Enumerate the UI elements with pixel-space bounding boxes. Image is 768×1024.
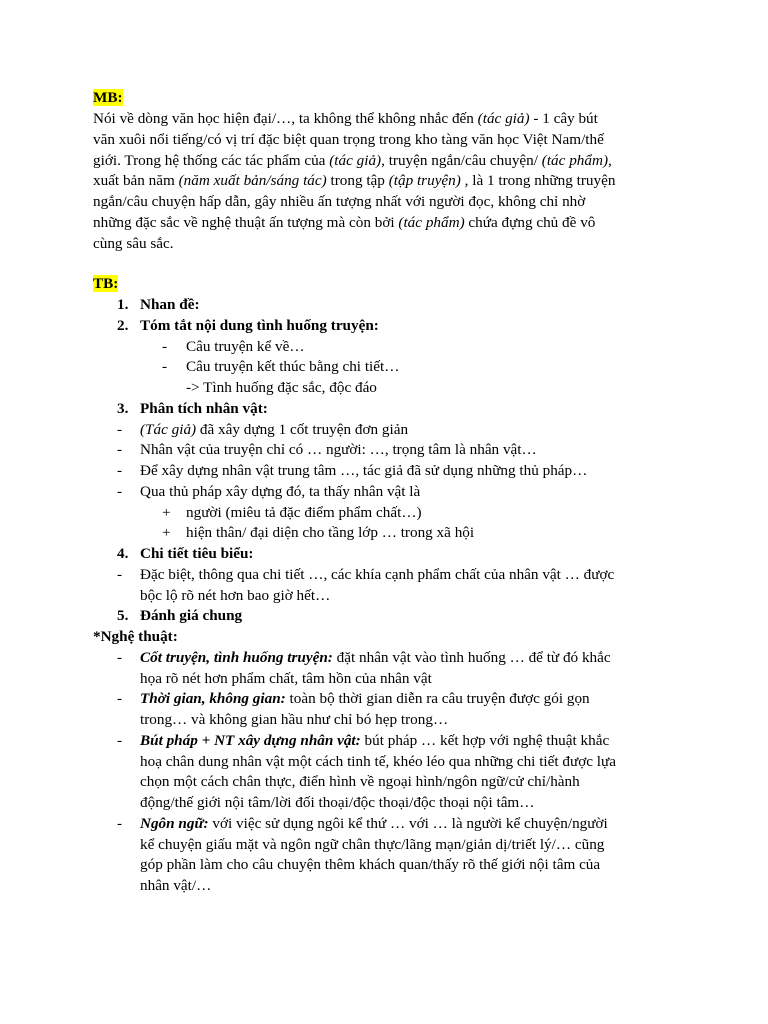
text-run: Nhan đề: — [140, 296, 200, 313]
list-marker: - — [117, 731, 123, 749]
text-run: người (miêu tả đặc điểm phẩm chất…) — [186, 503, 422, 521]
text-run: Bút pháp + NT xây dựng nhân vật: — [140, 731, 361, 749]
text-run: (tác giả) — [477, 110, 530, 127]
text-run: động/thế giới nội tâm/lời đối thoại/độc thoại/độc thoại nội tâm… — [140, 794, 535, 811]
text-run: Nhân vật của truyện chỉ có … người: …, trọng tâm là nhân vật… — [140, 441, 537, 459]
text-run: (tác phẩm) — [541, 151, 608, 169]
text-run: đặt nhân vật vào tình huống … để từ đó khắc — [332, 648, 611, 666]
text-run: (tác phẩm) — [398, 214, 465, 231]
list-marker: + — [162, 524, 171, 542]
list-text — [140, 793, 534, 813]
list-marker: - — [117, 690, 123, 708]
text-run: Câu truyện kết thúc bằng chi tiết… — [186, 358, 400, 376]
tb-heading-label: TB: — [93, 275, 119, 292]
text-run: Ngôn ngữ: — [140, 814, 209, 832]
text-run: kể chuyện giấu mặt và ngôn ngữ chân thực/lãng mạn/giản dị/triết lý/… cũng — [140, 835, 605, 853]
mb-heading — [93, 88, 123, 108]
text-run: Thời gian, không gian: — [140, 690, 286, 708]
text-run: *Nghệ thuật: — [93, 628, 178, 645]
text-run: -> Tình huống đặc sắc, độc đáo — [186, 379, 377, 396]
list-text — [186, 378, 377, 398]
list-text — [140, 399, 268, 419]
text-run: đã xây dựng 1 cốt truyện đơn giản — [196, 420, 409, 438]
list-marker: - — [117, 814, 123, 832]
list-marker: - — [117, 441, 123, 459]
list-marker: 5. — [117, 607, 129, 625]
list-marker: - — [162, 358, 168, 376]
text-run: chứa đựng chủ đề vô — [464, 214, 596, 231]
text-run: Tóm tắt nội dung tình huống truyện: — [140, 316, 379, 334]
list-marker: - — [117, 420, 123, 438]
text-run: Qua thủ pháp xây dựng đó, ta thấy nhân vật là — [140, 482, 421, 500]
mb-line — [93, 151, 612, 171]
list-marker: + — [162, 503, 171, 521]
text-run: họa rõ nét hơn phẩm chất, tâm hồn của nhân vật — [140, 669, 432, 687]
list-text — [93, 627, 178, 647]
text-run: ngắn/câu chuyện hấp dẫn, gây nhiều ấn tượng nhất với người đọc, không chỉ nhờ — [93, 193, 586, 211]
text-run: (tác giả) — [329, 151, 382, 169]
text-run: trong tập — [326, 172, 389, 190]
list-text — [140, 855, 600, 875]
list-text — [140, 876, 211, 896]
text-run: , — [608, 151, 612, 169]
list-text — [140, 482, 420, 502]
list-marker: 2. — [117, 316, 129, 334]
mb-line — [93, 171, 615, 191]
text-run: (Tác giả) — [140, 420, 197, 438]
text-run: cùng sâu sắc. — [93, 234, 174, 252]
list-marker: - — [162, 337, 168, 355]
mb-line — [93, 130, 604, 150]
text-run: hoạ chân dung nhân vật một cách tinh tế, khéo léo qua những chi tiết được lựa — [140, 752, 616, 770]
text-run: hiện thân/ đại diện cho tầng lớp … trong xã hội — [186, 524, 475, 542]
list-text — [140, 814, 608, 834]
text-run: góp phần làm cho câu chuyện thêm khách quan/thấy rõ thế giới nội tâm của — [140, 856, 601, 874]
list-text — [140, 752, 616, 772]
text-run: chọn một cách chân thực, điển hình về ngoại hình/ngôn ngữ/cử chỉ/hành — [140, 773, 580, 791]
text-run: (năm xuất bản/sáng tác) — [178, 172, 327, 190]
text-run: bút pháp … kết hợp với nghệ thuật khắc — [360, 731, 610, 749]
text-run: Câu truyện kể về… — [186, 337, 305, 355]
text-run: những đặc sắc về nghệ thuật ấn tượng mà còn bởi — [93, 214, 399, 231]
list-marker: - — [117, 462, 123, 479]
text-run: (tập truyện) — [388, 172, 461, 190]
list-text — [186, 337, 305, 357]
text-run: bộc lộ rõ nét hơn bao giờ hết… — [140, 586, 331, 604]
list-marker: - — [117, 565, 123, 583]
list-text — [186, 357, 399, 377]
text-run: Đánh giá chung — [140, 607, 243, 625]
list-marker: 1. — [117, 296, 129, 313]
text-run: Cốt truyện, tình huống truyện: — [140, 648, 333, 666]
list-text — [140, 731, 609, 751]
text-run: - 1 cây bút — [529, 110, 598, 127]
text-run: , truyện ngắn/câu chuyện/ — [381, 151, 542, 169]
tb-heading — [93, 274, 118, 294]
list-text — [140, 648, 611, 668]
list-text — [140, 689, 590, 709]
list-text — [140, 606, 242, 626]
mb-line — [93, 109, 598, 129]
list-marker: - — [117, 482, 123, 500]
text-run: nhân vật/… — [140, 877, 212, 894]
list-marker: 3. — [117, 399, 129, 417]
list-text — [186, 503, 422, 523]
text-run: Để xây dựng nhân vật trung tâm …, tác giả đã sử dụng những thủ pháp… — [140, 462, 588, 479]
text-run: toàn bộ thời gian diễn ra câu truyện được gói gọn — [285, 690, 590, 708]
text-run: Chi tiết tiêu biểu: — [140, 545, 254, 562]
mb-heading-label: MB: — [93, 89, 123, 106]
list-text — [140, 669, 432, 689]
text-run: Nói về dòng văn học hiện đại/…, ta không thể không nhắc đến — [93, 110, 478, 127]
text-run: Đặc biệt, thông qua chi tiết …, các khía cạnh phẩm chất của nhân vật … được — [140, 565, 615, 583]
mb-line — [93, 213, 595, 233]
list-text — [140, 316, 379, 336]
text-run: xuất bản năm — [93, 172, 179, 190]
list-text — [140, 835, 604, 855]
list-text — [140, 710, 448, 730]
list-text — [186, 523, 474, 543]
text-run: Phân tích nhân vật: — [140, 399, 268, 417]
list-text — [140, 544, 253, 564]
list-marker: 4. — [117, 545, 129, 562]
mb-line — [93, 192, 585, 212]
text-run: văn xuôi nổi tiếng/có vị trí đặc biệt quan trọng trong kho tàng văn học Việt Nam/thế — [93, 130, 604, 148]
text-run: với việc sử dụng ngôi kể thứ … với … là người kể chuyện/người — [208, 814, 608, 832]
list-marker: - — [117, 648, 123, 666]
list-text — [140, 420, 408, 440]
list-text — [140, 586, 330, 606]
list-text — [140, 440, 537, 460]
list-text — [140, 772, 580, 792]
list-text — [140, 295, 200, 315]
list-text — [140, 461, 587, 481]
text-run: , là 1 trong những truyện — [460, 172, 616, 190]
text-run: giới. Trong hệ thống các tác phẩm của — [93, 151, 330, 169]
text-run: trong… và không gian hầu như chỉ bó hẹp trong… — [140, 711, 449, 728]
mb-line — [93, 234, 174, 254]
list-text — [140, 565, 614, 585]
